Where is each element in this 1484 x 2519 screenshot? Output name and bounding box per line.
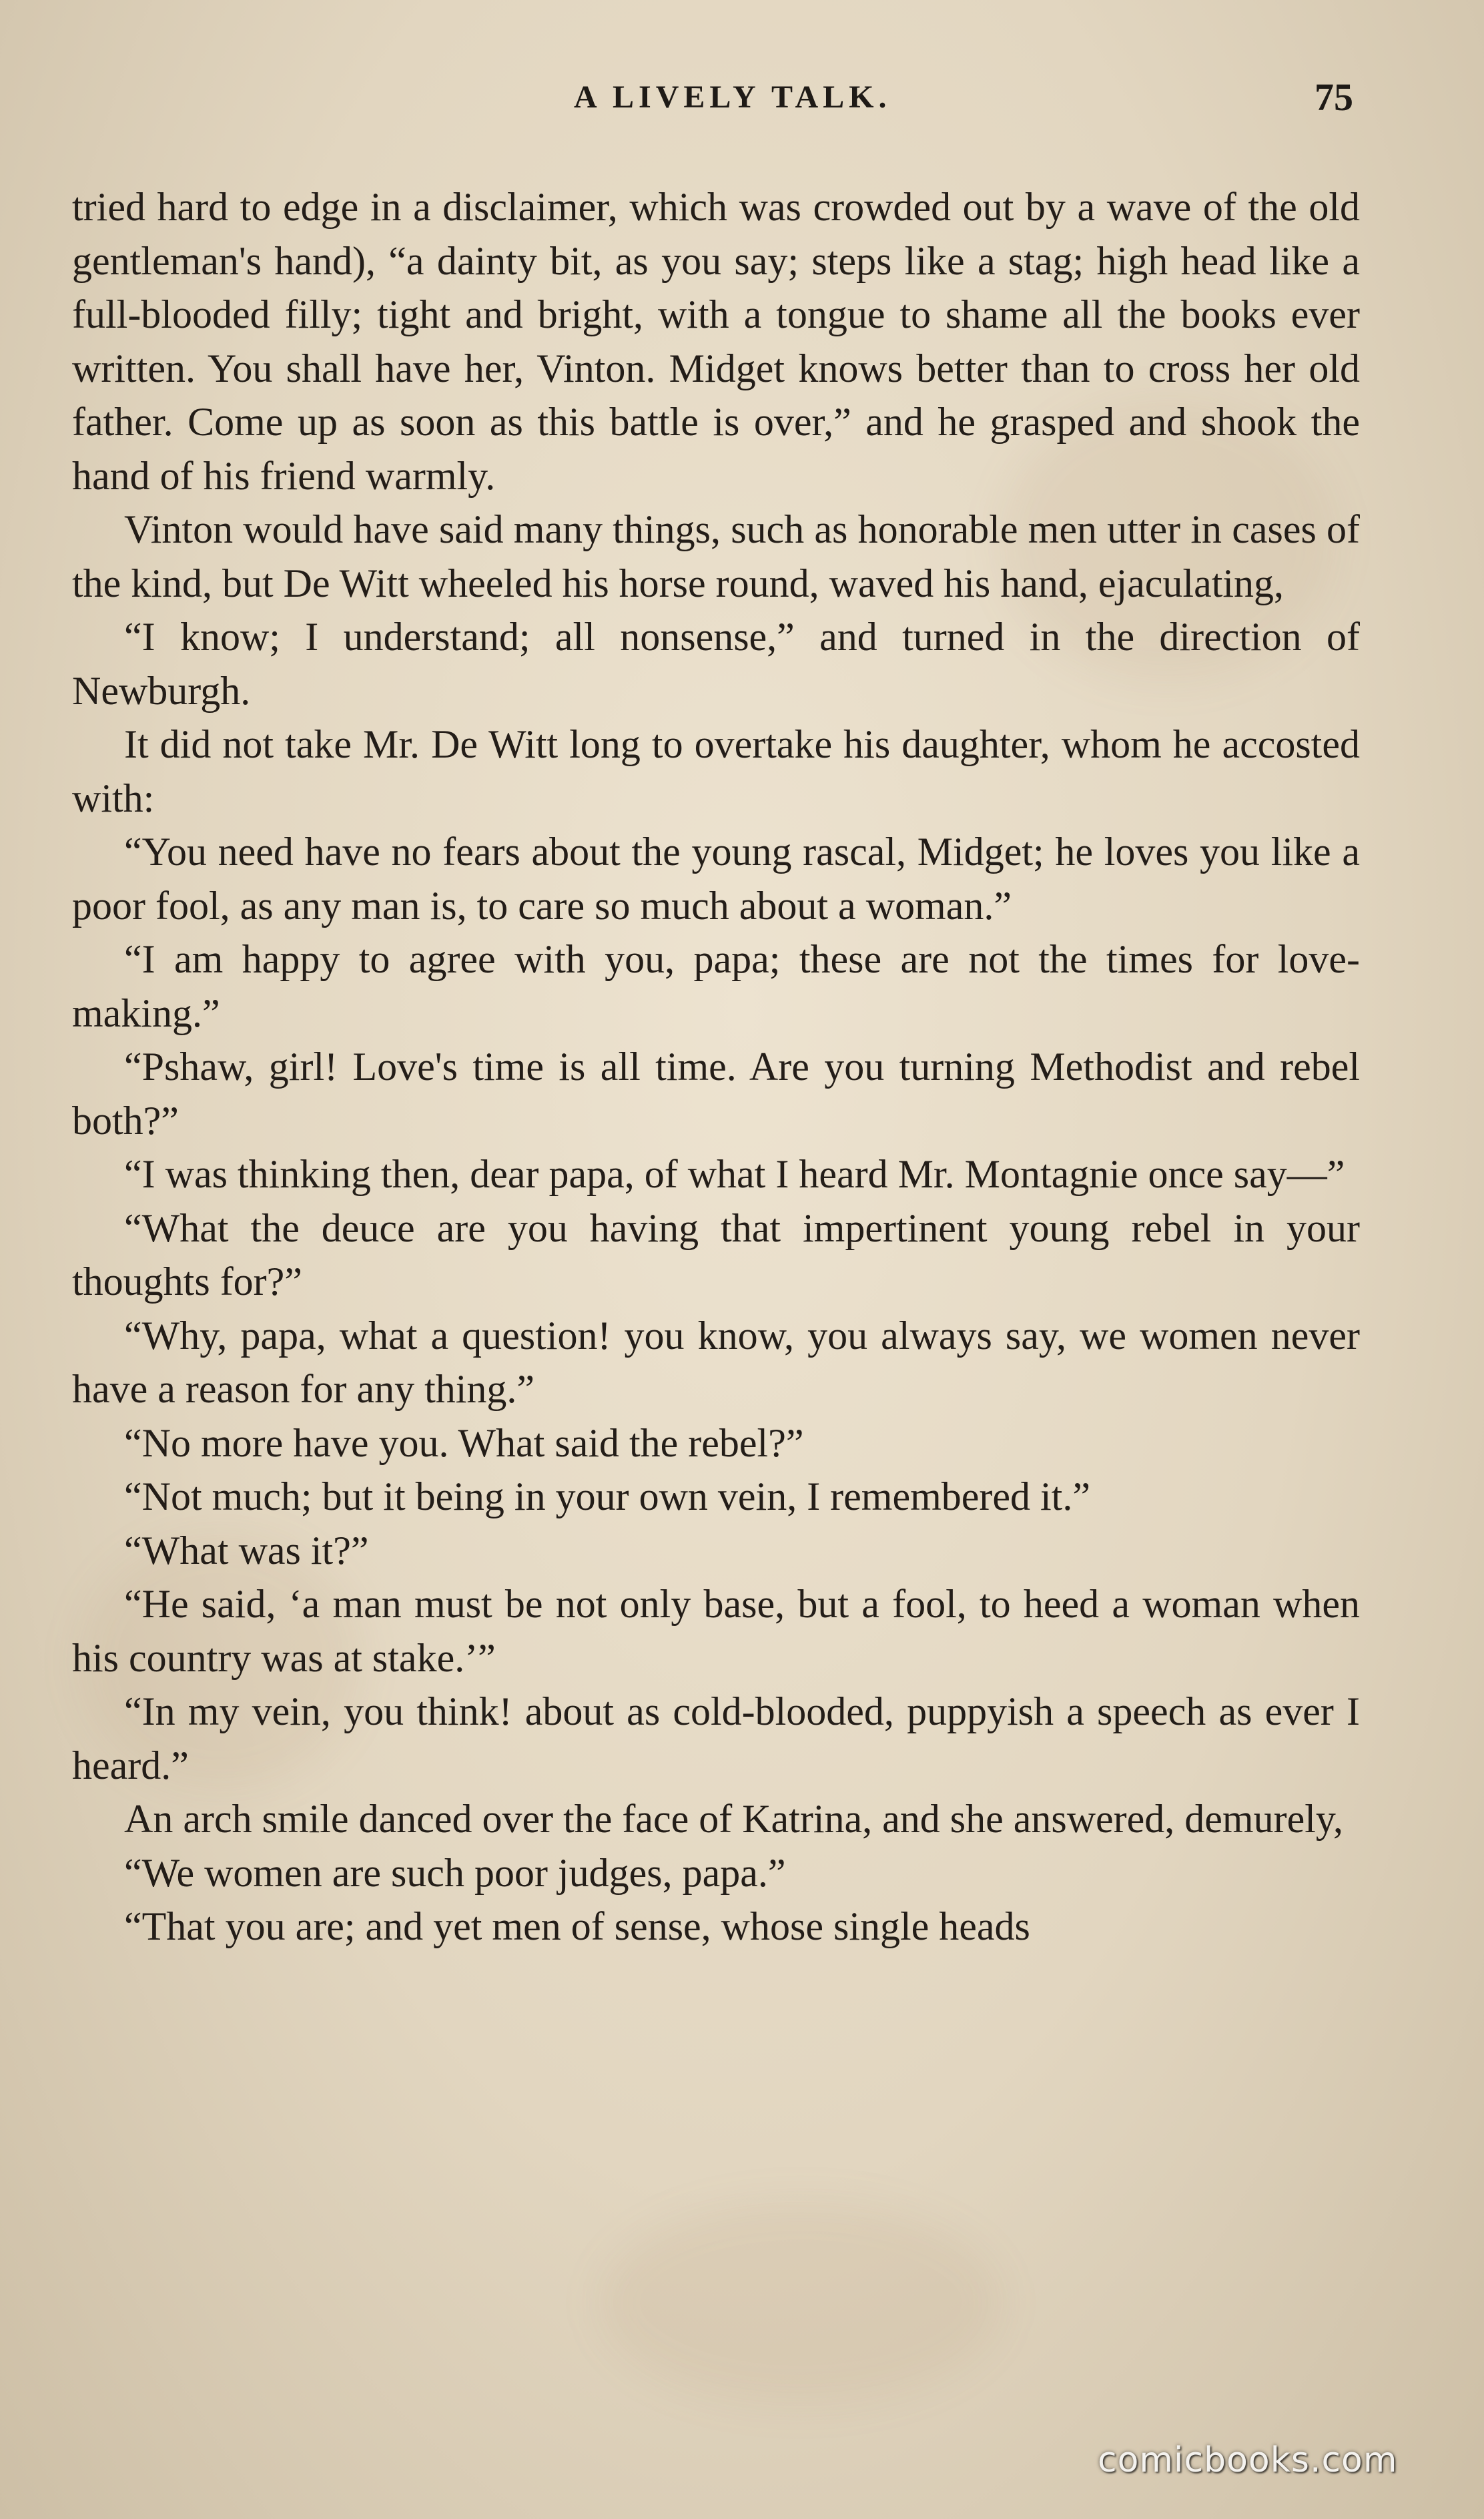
paragraph: “I am happy to agree with you, papa; these are not the times for love-making.” — [72, 937, 1360, 1035]
paragraph: “Pshaw, girl! Love's time is all time. Are you turning Methodist and rebel both?” — [72, 1045, 1360, 1143]
page-header — [0, 75, 1484, 132]
page-number: 75 — [1315, 75, 1353, 119]
paragraph: It did not take Mr. De Witt long to overtake his daughter, whom he accosted with: — [72, 722, 1360, 820]
paragraph: “He said, ‘a man must be not only base, but a fool, to heed a woman when his country was at stake.’” — [72, 1582, 1360, 1680]
paper-stain — [601, 2203, 1001, 2403]
paragraph: tried hard to edge in a disclaimer, which was crowded out by a wave of the old gentleman's hand), “a dainty bit, as you say; steps like a stag; high head like a full-blooded filly; tight and bright, with a tongue to shame all the books ever written. You shall have her, Vinton. Midget knows better than to cross her old father. Come up as soon as this battle is over,” and he grasped and shook the hand of his friend warmly. — [72, 185, 1360, 498]
paragraph: “No more have you. What said the rebel?” — [124, 1420, 804, 1465]
paragraph: “What was it?” — [124, 1528, 369, 1573]
paragraph: An arch smile danced over the face of Katrina, and she answered, demurely, — [124, 1797, 1343, 1841]
paragraph: “That you are; and yet men of sense, whose single heads — [124, 1904, 1030, 1948]
paragraph: “You need have no fears about the young rascal, Midget; he loves you like a poor fool, as any man is, to care so much about a woman.” — [72, 830, 1360, 928]
paragraph: “We women are such poor judges, papa.” — [124, 1850, 786, 1895]
paragraph: “In my vein, you think! about as cold-blooded, puppyish a speech as ever I heard.” — [72, 1689, 1360, 1787]
watermark: comicbooks.com — [1098, 2440, 1398, 2480]
paragraph: “Why, papa, what a question! you know, you always say, we women never have a reason for any thing.” — [72, 1313, 1360, 1411]
paragraph: “I was thinking then, dear papa, of what I heard Mr. Montagnie once say—” — [124, 1152, 1345, 1196]
running-head: A LIVELY TALK. — [574, 79, 891, 115]
paragraph: “I know; I understand; all nonsense,” and turned in the direction of Newburgh. — [72, 615, 1360, 713]
paragraph: “Not much; but it being in your own vein, I remembered it.” — [124, 1474, 1090, 1518]
body-text — [72, 180, 1360, 1954]
paragraph: Vinton would have said many things, such as honorable men utter in cases of the kind, but De Witt wheeled his horse round, waved his hand, ejaculating, — [72, 507, 1360, 605]
paragraph: “What the deuce are you having that impertinent young rebel in your thoughts for?” — [72, 1205, 1360, 1304]
